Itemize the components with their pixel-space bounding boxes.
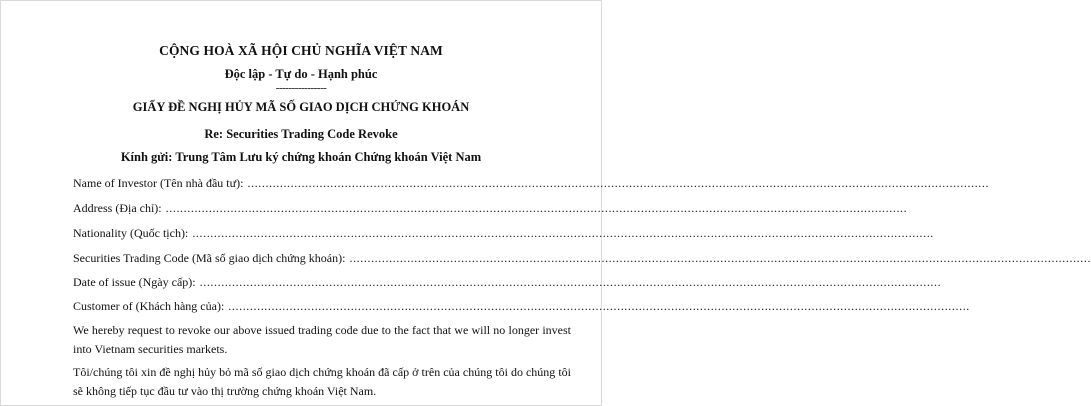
form-subtitle: Re: Securities Trading Code Revoke (204, 127, 398, 141)
field-trading-code (73, 251, 1091, 266)
field-label: Date of issue (Ngày cấp): (73, 275, 196, 289)
field-address (73, 201, 908, 216)
fill-in-dots: .............................................................................................................................................................................................................. (349, 251, 1091, 265)
field-label: Address (Địa chỉ): (73, 201, 162, 215)
national-title: CỘNG HOÀ XÃ HỘI CHỦ NGHĨA VIỆT NAM (159, 43, 443, 58)
field-customer-of (73, 299, 970, 314)
request-paragraph-vi: Tôi/chúng tôi xin đề nghị hủy bỏ mã số giao dịch chứng khoán đã cấp ở trên của chúng tôi do chúng tôi sẽ không tiếp tục đầu tư vào thị trường chứng khoán Việt Nam. (73, 365, 571, 398)
fill-in-dots: .............................................................................................................................................................................................................. (247, 176, 990, 190)
field-label: Securities Trading Code (Mã số giao dịch chứng khoán): (73, 251, 346, 265)
fill-in-dots: .............................................................................................................................................................................................................. (192, 226, 934, 240)
field-nationality (73, 226, 934, 241)
request-paragraph-en: We hereby request to revoke our above issued trading code due to the fact that we will no longer invest into Vietnam securities markets. (73, 323, 571, 356)
fill-in-dots: .............................................................................................................................................................................................................. (228, 299, 970, 313)
field-date-of-issue (73, 275, 942, 290)
field-label: Name of Investor (Tên nhà đầu tư): (73, 176, 244, 190)
fill-in-dots: .............................................................................................................................................................................................................. (165, 201, 908, 215)
field-label: Customer of (Khách hàng của): (73, 299, 225, 313)
motto-rule: ---------------- (275, 82, 327, 94)
field-investor-name (73, 176, 990, 191)
fill-in-dots: .............................................................................................................................................................................................................. (199, 275, 942, 289)
form-title: GIẤY ĐỀ NGHỊ HỦY MÃ SỐ GIAO DỊCH CHỨNG KHOÁN (132, 100, 470, 114)
national-motto: Độc lập - Tự do - Hạnh phúc (224, 67, 378, 81)
addressee-line: Kính gửi: Trung Tâm Lưu ký chứng khoán Chứng khoán Việt Nam (120, 150, 482, 164)
field-label: Nationality (Quốc tịch): (73, 226, 189, 240)
